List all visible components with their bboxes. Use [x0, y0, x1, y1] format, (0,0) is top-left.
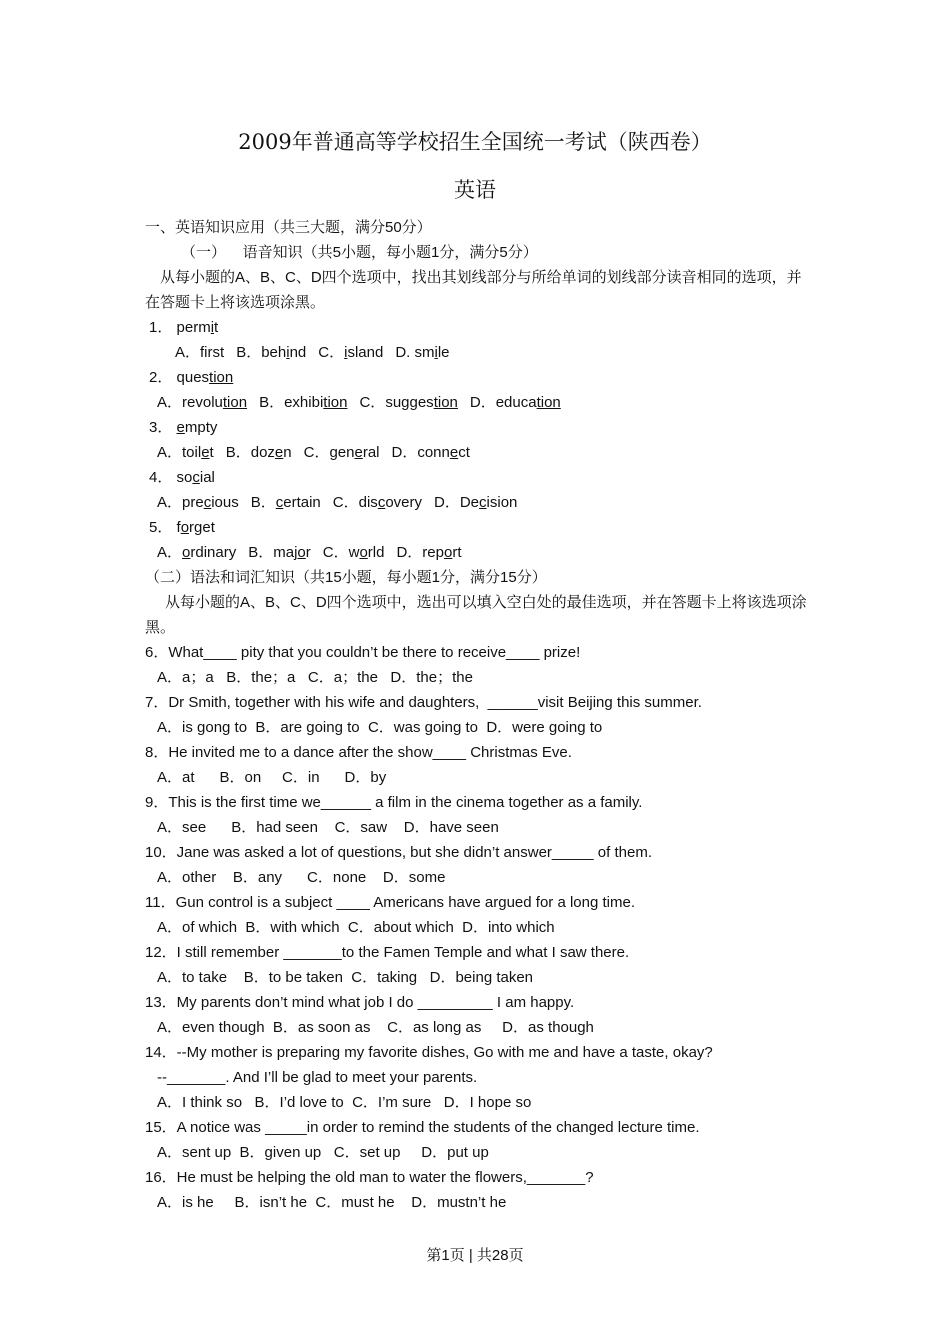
underlined-part: i: [434, 344, 438, 361]
options: A．sent up B．given up C．set up D．put up: [157, 1144, 489, 1161]
option: [392, 444, 470, 461]
word-part: w: [348, 544, 360, 561]
word: [422, 544, 461, 561]
word-part: ertain: [283, 494, 321, 511]
options: A．see B．had seen C．saw D．have seen: [157, 819, 499, 836]
option: [251, 494, 321, 511]
question-stem: 16．He must be helping the old man to water the flowers,_______?: [145, 1169, 594, 1186]
word: [349, 544, 385, 561]
question-stem: [145, 365, 810, 390]
word: [251, 444, 292, 461]
option: [157, 394, 247, 411]
underlined-part: tion: [536, 394, 561, 411]
word-part: rld: [367, 544, 385, 561]
option: [304, 444, 380, 461]
word-part: revolu: [182, 394, 223, 411]
question-stem: 9．This is the first time we______ a film in the cinema together as a family.: [145, 794, 643, 811]
underlined-part: o: [180, 519, 190, 536]
underlined-part: c: [479, 494, 487, 511]
word-part: sugges: [385, 394, 434, 411]
option-label: C．: [332, 494, 359, 511]
option: [259, 394, 347, 411]
underlined-part: o: [359, 544, 368, 561]
option-label: D．: [469, 394, 496, 411]
word-part: ision: [486, 494, 518, 511]
word-part: le: [437, 344, 450, 361]
section-heading: （一） 语音知识（共5小题，每小题1分，满分5分）: [181, 244, 538, 261]
word-part: rget: [189, 519, 215, 536]
underlined-part: e: [201, 444, 210, 461]
word-part: gen: [329, 444, 355, 461]
question-stem: 8．He invited me to a dance after the show____ Christmas Eve.: [145, 744, 572, 761]
word-part: dis: [358, 494, 378, 511]
question-stem: 13．My parents don’t mind what job I do _________ I am happy.: [145, 994, 575, 1011]
option-label: D.: [395, 344, 415, 361]
option-label: A．: [157, 444, 183, 461]
word-part: pre: [182, 494, 204, 511]
option-label: B．: [250, 494, 276, 511]
option-label: B．: [236, 344, 262, 361]
page-footer: 第1页 | 共28页: [426, 1247, 524, 1264]
underlined-part: e: [274, 444, 284, 461]
option-label: B．: [259, 394, 285, 411]
underlined-part: o: [443, 544, 453, 561]
word-part: De: [459, 494, 480, 511]
option: [396, 544, 461, 561]
word: [344, 344, 383, 361]
part-heading: 一、英语知识应用（共三大题，满分50分）: [145, 219, 432, 236]
instructions: 从每小题的A、B、C、D四个选项中，找出其划线部分与所给单词的划线部分读音相同的选项，并在答题卡上将该选项涂黑。: [145, 269, 802, 311]
option-label: B．: [248, 544, 274, 561]
word-part: f: [176, 519, 181, 536]
option: [395, 344, 449, 361]
option: [318, 344, 383, 361]
word-part: sm: [414, 344, 435, 361]
word-part: ious: [211, 494, 239, 511]
question-number: 5．: [149, 519, 173, 536]
word: [414, 344, 449, 361]
word: [284, 394, 347, 411]
options: [145, 540, 810, 565]
option-label: B．: [225, 444, 251, 461]
options: A．I think so B．I’d love to C．I’m sure D．I hope so: [157, 1094, 532, 1111]
question-stem: 7．Dr Smith, together with his wife and daughters, ______visit Beijing this summer.: [145, 694, 702, 711]
underlined-part: tion: [433, 394, 458, 411]
word: [460, 494, 518, 511]
question-stem: 11．Gun control is a subject ____ Americans have argued for a long time.: [145, 894, 635, 911]
option-label: A．: [157, 544, 183, 561]
word-part: t: [209, 444, 214, 461]
option: [157, 544, 236, 561]
underlined-part: c: [275, 494, 284, 511]
options: A．a；a B．the；a C．a；the D．the；the: [157, 669, 473, 686]
question-number: 4．: [149, 469, 173, 486]
question-stem: 14．--My mother is preparing my favorite dishes, Go with me and have a taste, okay?: [145, 1044, 713, 1061]
word-part: maj: [273, 544, 298, 561]
word-part: first: [200, 344, 225, 361]
word: [182, 544, 236, 561]
options: A．is gong to B．are going to C．was going to D．were going to: [157, 719, 603, 736]
word-part: educa: [495, 394, 537, 411]
word-part: exhibi: [284, 394, 324, 411]
underlined-part: e: [449, 444, 459, 461]
subject-title: 英语: [454, 178, 496, 202]
underlined-part: c: [192, 469, 200, 486]
word-part: r: [305, 544, 311, 561]
word: [182, 444, 214, 461]
underlined-part: e: [176, 419, 185, 436]
dialogue-line: --_______. And I’ll be glad to meet your parents.: [157, 1069, 478, 1086]
instructions: 从每小题的A、B、C、D四个选项中，选出可以填入空白处的最佳选项，并在答题卡上将该选项涂黑。: [145, 594, 807, 636]
underlined-part: i: [344, 344, 348, 361]
option: [470, 394, 561, 411]
word: [177, 519, 215, 536]
question-stem: [145, 515, 810, 540]
word-part: rdinary: [190, 544, 237, 561]
word-part: so: [176, 469, 193, 486]
word: [273, 544, 311, 561]
word-part: rep: [422, 544, 444, 561]
underlined-part: i: [210, 319, 215, 336]
question-stem: 10．Jane was asked a lot of questions, but she didn’t answer_____ of them.: [145, 844, 652, 861]
word: [496, 394, 561, 411]
option-label: A．: [175, 344, 201, 361]
word-part: sland: [347, 344, 384, 361]
section-heading: （二）语法和词汇知识（共15小题，每小题1分，满分15分）: [145, 569, 547, 586]
page-title: 2009年普通高等学校招生全国统一考试（陕西卷）: [238, 130, 712, 154]
question-stem: 6．What____ pity that you couldn’t be there to receive____ prize!: [145, 644, 581, 661]
option-label: C．: [303, 444, 330, 461]
word: [182, 394, 247, 411]
underlined-part: tion: [222, 394, 248, 411]
word: [177, 369, 234, 386]
word-part: overy: [385, 494, 422, 511]
underlined-part: o: [182, 544, 191, 561]
question-stem: 12．I still remember _______to the Famen Temple and what I saw there.: [145, 944, 630, 961]
word-part: perm: [176, 319, 211, 336]
option-label: C．: [322, 544, 349, 561]
question-stem: 15．A notice was _____in order to remind the students of the changed lecture time.: [145, 1119, 700, 1136]
word: [177, 469, 215, 486]
question-stem: [145, 315, 810, 340]
underlined-part: i: [286, 344, 290, 361]
word: [329, 444, 379, 461]
options: [145, 490, 810, 515]
options: [145, 440, 810, 465]
option-label: A．: [157, 494, 183, 511]
option: [175, 344, 224, 361]
option: [226, 444, 292, 461]
word: [177, 319, 219, 336]
word-part: ral: [362, 444, 380, 461]
word-part: n: [283, 444, 292, 461]
option-label: C．: [359, 394, 386, 411]
options: [145, 340, 810, 365]
question-number: 3．: [149, 419, 173, 436]
word-part: t: [214, 319, 219, 336]
underlined-part: e: [354, 444, 363, 461]
word-part: toil: [182, 444, 202, 461]
underlined-part: c: [203, 494, 212, 511]
word-part: ques: [176, 369, 210, 386]
options: A．to take B．to be taken C．taking D．being taken: [157, 969, 534, 986]
underlined-part: tion: [323, 394, 348, 411]
word-part: ial: [199, 469, 215, 486]
document-body: [145, 215, 810, 1215]
underlined-part: o: [297, 544, 306, 561]
option: [434, 494, 517, 511]
word-part: conn: [417, 444, 450, 461]
option: [333, 494, 422, 511]
phonetics-section: [145, 315, 810, 565]
option: [157, 444, 214, 461]
underlined-part: c: [377, 494, 386, 511]
option-label: D．: [434, 494, 460, 511]
word: [177, 419, 218, 436]
word-part: ct: [458, 444, 470, 461]
grammar-section: [145, 640, 810, 1215]
question-stem: [145, 415, 810, 440]
option-label: D．: [396, 544, 423, 561]
underlined-part: tion: [209, 369, 234, 386]
word: [200, 344, 224, 361]
word-part: rt: [452, 544, 462, 561]
option: [323, 544, 385, 561]
option-label: D．: [391, 444, 418, 461]
word-part: beh: [261, 344, 287, 361]
option-label: A．: [157, 394, 183, 411]
options: A．of which B．with which C．about which D．into which: [157, 919, 555, 936]
options: A．even though B．as soon as C．as long as D．as though: [157, 1019, 594, 1036]
word: [261, 344, 306, 361]
question-stem: [145, 465, 810, 490]
word-part: mpty: [184, 419, 218, 436]
option: [359, 394, 457, 411]
option: [248, 544, 311, 561]
options: [145, 390, 810, 415]
options: A．other B．any C．none D．some: [157, 869, 446, 886]
word-part: nd: [289, 344, 307, 361]
option-label: C．: [318, 344, 345, 361]
question-number: 2．: [149, 369, 173, 386]
word: [182, 494, 239, 511]
option: [157, 494, 239, 511]
word: [276, 494, 321, 511]
question-number: 1．: [149, 319, 173, 336]
options: A．at B．on C．in D．by: [157, 769, 387, 786]
word: [385, 394, 458, 411]
word: [417, 444, 470, 461]
word: [359, 494, 422, 511]
options: A．is he B．isn’t he C．must he D．mustn’t he: [157, 1194, 507, 1211]
option: [236, 344, 306, 361]
word-part: doz: [250, 444, 275, 461]
